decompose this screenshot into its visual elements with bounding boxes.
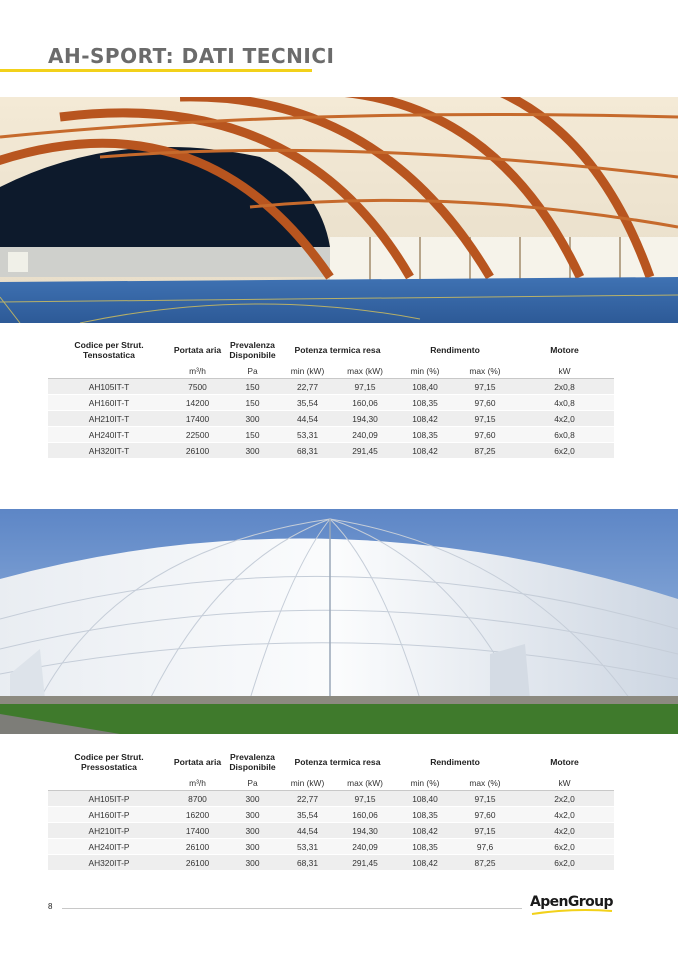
table-cell: 108,42 (395, 855, 455, 871)
header-motor: Motore (550, 345, 579, 355)
unit-cell: max (kW) (335, 775, 395, 791)
table-cell: 97,60 (455, 395, 515, 411)
header-flow: Portata aria (173, 345, 222, 355)
pressostatic-dome-photo (0, 509, 678, 734)
tensostatic-hall-photo (0, 97, 678, 323)
header-flow: Portata aria (173, 757, 222, 767)
table-cell: 97,15 (335, 791, 395, 807)
table-cell: 2x0,8 (515, 379, 614, 395)
table-row (48, 855, 614, 871)
page-number: 8 (48, 902, 53, 911)
table-cell: 97,60 (455, 427, 515, 443)
table-cell: 35,54 (280, 395, 335, 411)
table-cell: 291,45 (335, 443, 395, 459)
logo-swoosh-icon (530, 909, 614, 915)
apengroup-logo: ApenGroup (530, 894, 613, 910)
table-cell: 4x2,0 (515, 823, 614, 839)
unit-cell: max (%) (455, 775, 515, 791)
table-row (48, 427, 614, 443)
table-cell: 7500 (170, 379, 225, 395)
table-row (48, 807, 614, 823)
table-cell: 240,09 (335, 839, 395, 855)
header-code: Codice per Strut. Pressostatica (74, 752, 144, 772)
table-cell: 44,54 (280, 411, 335, 427)
pressostatic-spec-table (48, 749, 614, 871)
pressostatic-rows (48, 791, 614, 871)
table-row (48, 379, 614, 395)
table-cell: 6x0,8 (515, 427, 614, 443)
table-row (48, 395, 614, 411)
table-row (48, 443, 614, 459)
unit-cell: Pa (225, 363, 280, 379)
table-cell: 87,25 (455, 855, 515, 871)
header-efficiency: Rendimento (430, 757, 480, 767)
table-cell: 97,15 (455, 379, 515, 395)
table-cell: 2x2,0 (515, 791, 614, 807)
header-motor: Motore (550, 757, 579, 767)
header-efficiency: Rendimento (430, 345, 480, 355)
table-cell: 150 (225, 379, 280, 395)
unit-cell: max (kW) (335, 363, 395, 379)
tensostatic-rows (48, 379, 614, 459)
table-row (48, 823, 614, 839)
table-cell: 108,42 (395, 823, 455, 839)
table-cell: 26100 (170, 855, 225, 871)
table-cell: 300 (225, 839, 280, 855)
table-cell: 97,15 (335, 379, 395, 395)
table-row (48, 791, 614, 807)
table-cell: AH105IT-P (48, 791, 170, 807)
table-cell: 194,30 (335, 411, 395, 427)
header-power: Potenza termica resa (294, 345, 381, 355)
header-code: Codice per Strut. Tensostatica (74, 340, 144, 360)
table-cell: 97,15 (455, 791, 515, 807)
header-pressure: Prevalenza Disponibile (229, 752, 276, 772)
table-cell: 160,06 (335, 395, 395, 411)
table-cell: 300 (225, 791, 280, 807)
table-cell: 4x2,0 (515, 411, 614, 427)
unit-cell: min (%) (395, 363, 455, 379)
unit-cell (48, 363, 170, 379)
table-cell: 108,35 (395, 839, 455, 855)
table-cell: 97,6 (455, 839, 515, 855)
unit-cell: kW (515, 363, 614, 379)
unit-cell: m³/h (170, 363, 225, 379)
unit-cell: max (%) (455, 363, 515, 379)
table-cell: AH105IT-T (48, 379, 170, 395)
table-cell: AH210IT-T (48, 411, 170, 427)
table-cell: 97,15 (455, 411, 515, 427)
table-cell: 22,77 (280, 379, 335, 395)
table-cell: 22500 (170, 427, 225, 443)
tensostatic-spec-table (48, 337, 614, 459)
table-cell: 35,54 (280, 807, 335, 823)
table-cell: 108,42 (395, 443, 455, 459)
table-cell: 150 (225, 395, 280, 411)
table-cell: 300 (225, 443, 280, 459)
table-cell: 108,40 (395, 791, 455, 807)
unit-cell: Pa (225, 775, 280, 791)
table-cell: 108,42 (395, 411, 455, 427)
table-cell: 53,31 (280, 427, 335, 443)
table-row (48, 839, 614, 855)
unit-cell: m³/h (170, 775, 225, 791)
table-cell: 97,60 (455, 807, 515, 823)
table-cell: AH240IT-P (48, 839, 170, 855)
table-cell: 17400 (170, 823, 225, 839)
table-cell: 240,09 (335, 427, 395, 443)
table-cell: 108,40 (395, 379, 455, 395)
table-cell: AH320IT-T (48, 443, 170, 459)
table-cell: AH160IT-T (48, 395, 170, 411)
table-cell: 53,31 (280, 839, 335, 855)
table-cell: AH160IT-P (48, 807, 170, 823)
title-underline (0, 69, 312, 72)
table-cell: 26100 (170, 443, 225, 459)
table-cell: 194,30 (335, 823, 395, 839)
table-cell: 87,25 (455, 443, 515, 459)
table-cell: 150 (225, 427, 280, 443)
footer-divider (62, 908, 522, 909)
table-cell: 300 (225, 823, 280, 839)
table-cell: 300 (225, 411, 280, 427)
table-cell: 14200 (170, 395, 225, 411)
table-cell: 108,35 (395, 427, 455, 443)
unit-cell: min (kW) (280, 363, 335, 379)
table-row (48, 411, 614, 427)
header-pressure: Prevalenza Disponibile (229, 340, 276, 360)
table-cell: 97,15 (455, 823, 515, 839)
table-cell: 68,31 (280, 855, 335, 871)
table-cell: 8700 (170, 791, 225, 807)
unit-cell: min (%) (395, 775, 455, 791)
unit-cell: min (kW) (280, 775, 335, 791)
table-cell: 300 (225, 807, 280, 823)
table-cell: 4x0,8 (515, 395, 614, 411)
page-title: AH-SPORT: DATI TECNICI (48, 44, 335, 68)
header-power: Potenza termica resa (294, 757, 381, 767)
table-cell: AH320IT-P (48, 855, 170, 871)
table-cell: 68,31 (280, 443, 335, 459)
table-cell: 291,45 (335, 855, 395, 871)
table-cell: 108,35 (395, 395, 455, 411)
table-cell: 6x2,0 (515, 839, 614, 855)
table-cell: 6x2,0 (515, 855, 614, 871)
unit-cell: kW (515, 775, 614, 791)
table-cell: AH210IT-P (48, 823, 170, 839)
table-cell: 44,54 (280, 823, 335, 839)
table-cell: 17400 (170, 411, 225, 427)
table-cell: 16200 (170, 807, 225, 823)
table-cell: 300 (225, 855, 280, 871)
unit-cell (48, 775, 170, 791)
table-cell: 22,77 (280, 791, 335, 807)
table-cell: 160,06 (335, 807, 395, 823)
table-cell: 6x2,0 (515, 443, 614, 459)
table-cell: 108,35 (395, 807, 455, 823)
table-cell: 4x2,0 (515, 807, 614, 823)
table-cell: 26100 (170, 839, 225, 855)
table-cell: AH240IT-T (48, 427, 170, 443)
